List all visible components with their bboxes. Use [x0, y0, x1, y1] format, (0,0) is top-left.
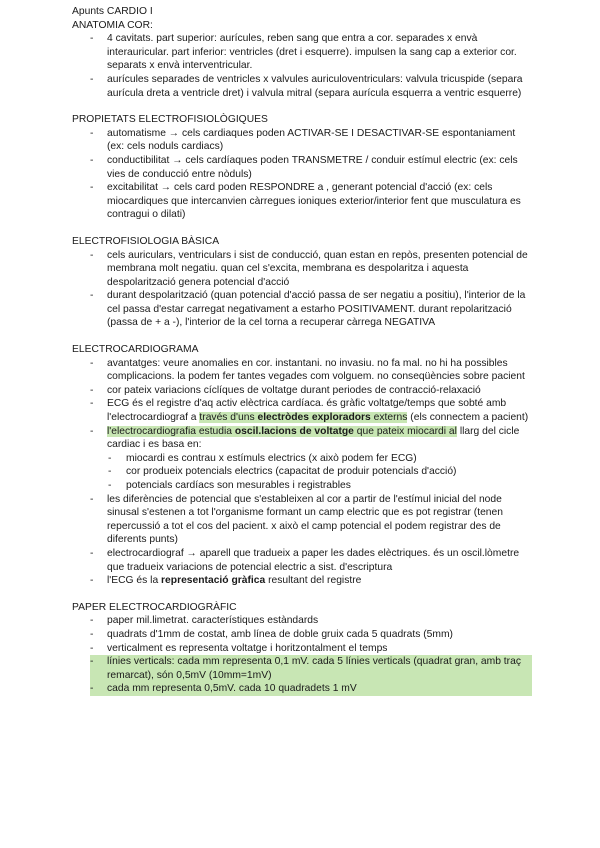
list-item: - aurícules separades de ventricles x valvules auriculoventriculars: valvula tricuspide (separa aurícula dreta a ventricle dret) i valvula mitral (separa aurícula esquerra a ventric esquerre): [72, 73, 532, 100]
section-heading-anatomia: ANATOMIA COR:: [72, 19, 153, 31]
list-item: - paper mil.limetrat. característiques estàndards: [72, 614, 532, 628]
list-item: - 4 cavitats. part superior: aurícules, reben sang que entra a cor. separades x envà interauricular. part inferior: ventricles (dret i esquerre). impulsen la sang cap a exterior cor. separats x envà interventricular.: [72, 32, 532, 73]
list-item: - verticalment es representa voltatge i horitzontalment el temps: [72, 642, 532, 656]
list-item: - automatisme → cels cardiaques poden ACTIVAR-SE I DESACTIVAR-SE espontaniament (ex: cels noduls cardiacs): [72, 127, 532, 154]
ecg-list: [72, 357, 600, 452]
list-item: [72, 574, 532, 588]
ecg-sublist: [72, 452, 600, 493]
list-item: - avantatges: veure anomalies en cor. instantani. no invasiu. no fa mal. no hi ha possibles complicacions. la podem fer tantes vegades com volguem. no conseqüències sobre pacient: [72, 357, 532, 384]
list-item: - excitabilitat → cels card poden RESPONDRE a , generant potencial d'acció (ex: cels miocardiques que intercanvien càrregues ioniques exterior/interior fent que musculatura es contragui o dilati): [72, 181, 532, 222]
list-item: - cels auriculars, ventriculars i sist de conducció, quan estan en repòs, presenten potencial de membrana molt negatiu. quan cel s'excita, membrana es despolaritza i aquesta despolarització genera potencial d'acció: [72, 249, 532, 290]
text-run: llarg del cicle cardiac i es basa en:: [107, 425, 520, 451]
list-item: [72, 397, 532, 424]
list-item: - cor produeix potencials electrics (capacitat de produir potencials d'acció): [72, 465, 531, 479]
bold-text: representació gràfica: [161, 575, 266, 587]
electrofisiologia-list: [72, 249, 600, 331]
list-item: - conductibilitat → cels cardíaques poden TRANSMETRE / conduir estímul electric (ex: cels vies de conducció entre nòduls): [72, 154, 532, 181]
text-run: resultant del registre: [265, 575, 362, 587]
list-item: - miocardi es contrau x estímuls electrics (x això podem fer ECG): [72, 452, 531, 466]
section-heading: PROPIETATS ELECTROFISIOLÒGIQUES: [72, 114, 268, 126]
section-electrocardiograma: [72, 343, 600, 588]
header: [72, 5, 600, 100]
anatomia-list: [72, 32, 600, 100]
section-propietats: [72, 113, 600, 222]
text-run: (els connectem a pacient): [407, 412, 529, 424]
text-run: que pateix miocardi al: [353, 425, 457, 437]
section-electrofisiologia: [72, 235, 600, 330]
text-run: ECG és el registre d'aq activ elèctrica cardíaca. és gràfic voltatge/temps que sobté amb l'electrocardiograf a: [107, 398, 507, 424]
list-item: - durant despolarització (quan potencial d'acció passa de ser negatiu a positiu), l'interior de la cel passa d'estar carregat negativament a estarho POSITIVAMENT. durant repolarització (passa de + a -), l'interior de la cel torna a recuperar càrrega NEGATIVA: [72, 289, 532, 330]
text-run: externs: [370, 412, 408, 424]
bold-text: oscil.lacions de voltatge: [234, 425, 354, 437]
highlight: [107, 426, 457, 437]
list-item: - electrocardiograf → aparell que tradueix a paper les dades elèctriques. és un oscil.lòmetre que tradueix variacions de potencial electric a sist. d'escriptura: [72, 547, 532, 574]
bold-text: electròdes exploradors: [257, 412, 371, 424]
text-run: l'ECG és la: [107, 575, 162, 587]
list-item: - les diferències de potencial que s'estableixen al cor a partir de l'estímul inicial del node sinusal s'estenen a tot l'organisme formant un camp electric que es pot registrar (tenen repercussió a tot el cos del pacient. x això el camp potencial el podem registrar des de diferents punts): [72, 493, 532, 547]
section-heading: PAPER ELECTROCARDIOGRÀFIC: [72, 601, 237, 613]
highlighted-list-item: - cada mm representa 0,5mV. cada 10 quadradets 1 mV: [90, 682, 532, 696]
text-run: través d'uns: [199, 412, 258, 424]
propietats-list: [72, 127, 600, 222]
list-item: [72, 425, 532, 452]
ecg-list-continued: [72, 493, 600, 588]
list-item: - potencials cardíacs son mesurables i registrables: [72, 479, 531, 493]
document-title: Apunts CARDIO I: [72, 6, 153, 17]
highlighted-list-item: - línies verticals: cada mm representa 0,1 mV. cada 5 línies verticals (quadrat gran, amb traç remarcat), són 0,5mV (10mm=1mV): [90, 655, 532, 682]
section-heading: ELECTROCARDIOGRAMA: [72, 344, 199, 356]
list-item: - quadrats d'1mm de costat, amb línea de doble gruix cada 5 quadrats (5mm): [72, 628, 532, 642]
section-heading: ELECTROFISIOLOGIA BÀSICA: [72, 235, 220, 247]
list-item: - cor pateix variacions cíclíques de voltatge durant periodes de contracció-relaxació: [72, 384, 532, 398]
paper-list: [72, 614, 600, 696]
text-run: l'electrocardiografia estudia: [107, 425, 235, 437]
section-paper: [72, 601, 600, 696]
highlight: [199, 412, 407, 423]
